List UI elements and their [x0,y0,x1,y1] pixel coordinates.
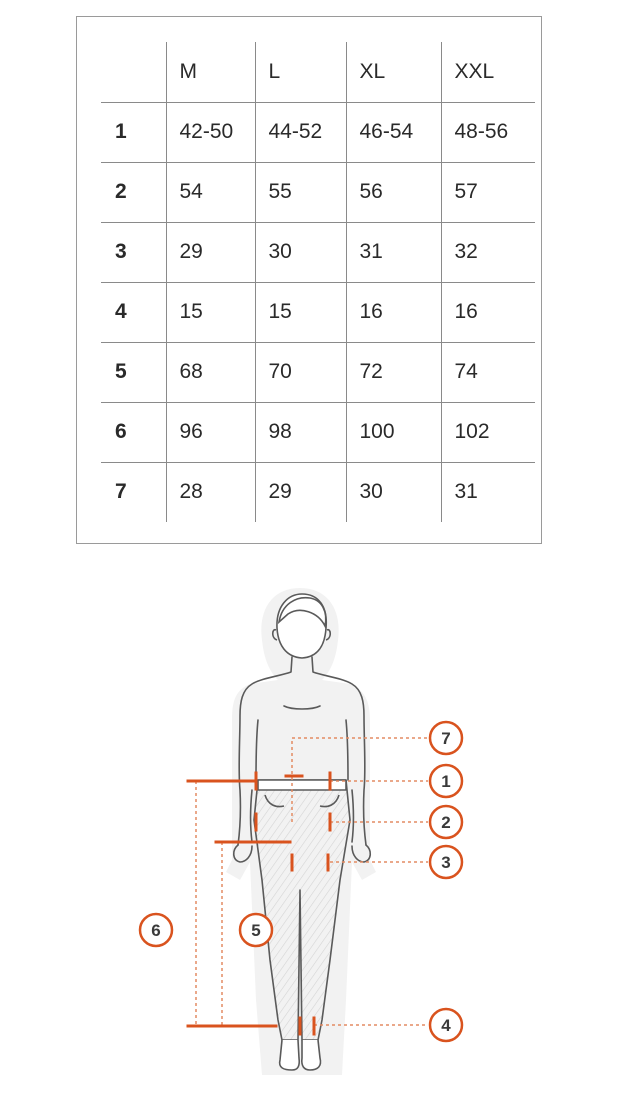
table-cell: 57 [441,162,535,222]
table-cell: 32 [441,222,535,282]
svg-text:7: 7 [441,729,451,748]
size-table-frame [76,16,542,544]
table-cell: 55 [255,162,346,222]
table-row [101,102,535,162]
table-cell: 30 [346,462,441,522]
table-cell: 70 [255,342,346,402]
body-measurement-figure-icon [0,560,626,1090]
table-cell: 48-56 [441,102,535,162]
row-label: 5 [101,342,166,402]
table-cell: 31 [346,222,441,282]
table-cell: 31 [441,462,535,522]
marker-2 [430,806,462,838]
marker-1 [430,765,462,797]
table-row [101,162,535,222]
table-cell: 96 [166,402,255,462]
row-label: 3 [101,222,166,282]
header-cell-m: M [166,42,255,102]
svg-text:1: 1 [441,772,451,791]
table-cell: 44-52 [255,102,346,162]
table-row [101,462,535,522]
marker-7 [430,722,462,754]
table-cell: 74 [441,342,535,402]
table-cell: 68 [166,342,255,402]
table-cell: 46-54 [346,102,441,162]
row-label: 7 [115,480,127,504]
header-cell-xxl: XXL [441,42,535,102]
table-row [101,222,535,282]
size-table [101,42,535,522]
marker-5 [240,914,272,946]
svg-text:4: 4 [441,1016,451,1035]
table-cell: 28 [166,462,255,522]
table-cell: 72 [346,342,441,402]
marker-3 [430,846,462,878]
table-cell: 98 [255,402,346,462]
svg-text:2: 2 [441,813,451,832]
table-cell: 56 [346,162,441,222]
table-cell: 15 [166,282,255,342]
header-corner-cell [101,42,166,102]
row-label: 4 [101,282,166,342]
table-cell: 29 [255,462,346,522]
table-row [101,282,535,342]
table-row [101,342,535,402]
row-label: 6 [101,402,166,462]
svg-text:5: 5 [251,921,261,940]
table-cell: 30 [255,222,346,282]
row-label: 1 [101,102,166,162]
marker-4 [430,1009,462,1041]
table-cell: 15 [255,282,346,342]
header-cell-xl: XL [346,42,441,102]
svg-text:6: 6 [151,921,161,940]
svg-text:3: 3 [441,853,451,872]
table-cell: 54 [166,162,255,222]
table-cell: 16 [441,282,535,342]
table-cell: 42-50 [166,102,255,162]
marker-6 [140,914,172,946]
row-label: 2 [101,162,166,222]
table-cell: 100 [346,402,441,462]
table-row [101,402,535,462]
table-cell: 16 [346,282,441,342]
header-cell-l: L [255,42,346,102]
table-cell: 29 [166,222,255,282]
table-header-row [101,42,535,102]
table-cell: 102 [441,402,535,462]
